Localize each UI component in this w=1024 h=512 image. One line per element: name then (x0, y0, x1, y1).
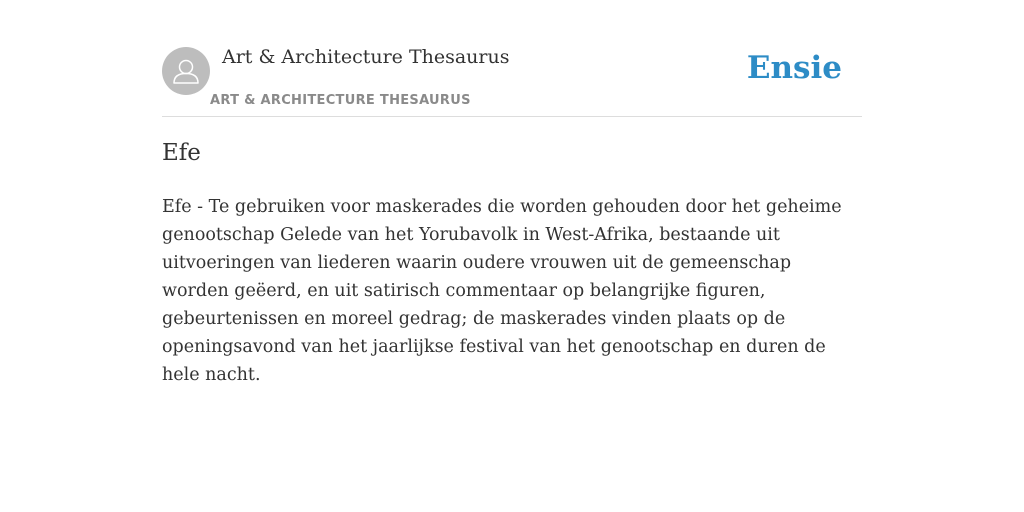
term-title: Efe (162, 140, 201, 166)
author-name[interactable]: Art & Architecture Thesaurus (222, 46, 510, 68)
user-silhouette-icon (162, 47, 210, 95)
author-avatar[interactable] (162, 47, 210, 95)
source-link[interactable]: ART & ARCHITECTURE THESAURUS (210, 93, 471, 108)
definition-text: Efe - Te gebruiken voor maskerades die worden gehouden door het geheime genootschap Gelede van het Yorubavolk in West-Afrika, bestaande uit uitvoeringen van liederen waarin oudere vrouwen uit de gemeenschap worden geëerd, en uit satirisch commentaar op belangrijke figuren, gebeurtenissen en moreel gedrag; de maskerades vinden plaats op de openingsavond van het jaarlijkse festival van het genootschap en duren de hele nacht. (162, 197, 842, 385)
ensie-logo[interactable]: Ensie (746, 50, 842, 86)
header (162, 40, 862, 117)
